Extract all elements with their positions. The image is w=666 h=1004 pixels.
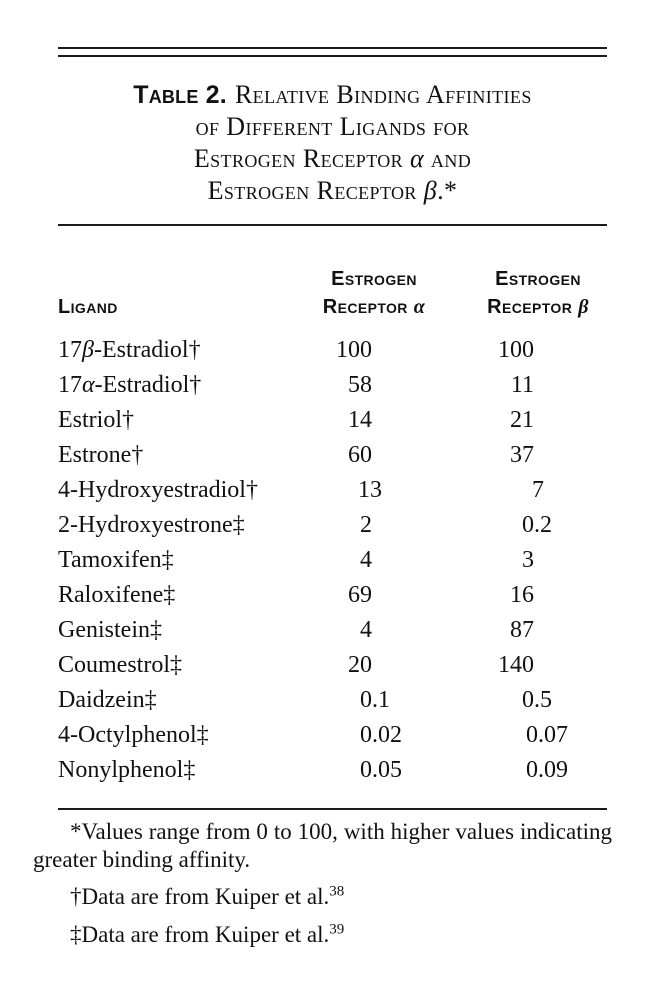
table-row [58, 613, 607, 648]
er-beta-value-cell: 140 [498, 652, 534, 678]
top-double-rule [58, 47, 607, 57]
footnote-text: †Data are from Kuiper et al. [70, 884, 330, 909]
greek-letter: β [423, 176, 438, 205]
greek-letter: α [82, 372, 95, 398]
column-header-er-beta [463, 265, 613, 321]
ligand-cell: 17α-Estradiol† [58, 372, 202, 398]
er-alpha-header-line-1: Estrogen [331, 268, 417, 290]
table-row [58, 718, 607, 753]
er-beta-value-cell: 0 .2 [522, 512, 552, 538]
er-alpha-value-cell: 0 .05 [360, 757, 402, 783]
table-row [58, 403, 607, 438]
er-beta-value-cell: 100 [498, 337, 534, 363]
table-row [58, 368, 607, 403]
table-header-row [58, 226, 607, 333]
title-line-1 [58, 79, 607, 111]
ligand-cell: Genistein‡ [58, 617, 162, 643]
title-text-3: Estrogen Receptor α and [193, 144, 472, 173]
column-header-ligand: Ligand [58, 296, 118, 318]
ligand-cell: Tamoxifen‡ [58, 547, 174, 573]
table-row [58, 578, 607, 613]
er-beta-value-cell: 21 [510, 407, 534, 433]
er-beta-value-cell: 7 [531, 477, 544, 503]
title-text-1: Relative Binding Affinities [234, 80, 532, 109]
ligand-cell: Coumestrol‡ [58, 652, 182, 678]
footnote-double-dagger [33, 921, 612, 949]
footnotes [33, 818, 612, 949]
er-alpha-value-cell: 2 [360, 512, 372, 538]
er-beta-value-cell: 87 [510, 617, 534, 643]
er-beta-value-cell: 0 .5 [522, 687, 552, 713]
er-alpha-value-cell: 69 [348, 582, 372, 608]
ligand-cell: Nonylphenol‡ [58, 757, 196, 783]
er-alpha-value-cell: 4 [360, 547, 372, 573]
er-beta-value-cell: 0 .09 [526, 757, 568, 783]
column-header-er-alpha [299, 265, 449, 321]
footnote-text: ‡Data are from Kuiper et al. [70, 922, 330, 947]
er-alpha-value-cell: 20 [348, 652, 372, 678]
er-alpha-value-cell: 0 .02 [360, 722, 402, 748]
er-alpha-value-cell: 60 [348, 442, 372, 468]
table-number-label: Table 2. [133, 81, 227, 109]
ligand-cell: Estriol† [58, 407, 134, 433]
er-beta-header-line-1: Estrogen [495, 268, 581, 290]
greek-letter: β [578, 296, 589, 318]
ligand-cell: 4-Hydroxyestradiol† [58, 477, 258, 503]
table-body [58, 333, 607, 788]
ligand-cell: 2-Hydroxyestrone‡ [58, 512, 245, 538]
er-alpha-value-cell: 4 [360, 617, 372, 643]
er-beta-value-cell: 0 .07 [526, 722, 568, 748]
ligand-cell: Estrone† [58, 442, 144, 468]
table-row [58, 438, 607, 473]
greek-letter: α [413, 296, 426, 318]
footnote-dagger [33, 883, 612, 911]
greek-letter: β [82, 337, 94, 363]
er-alpha-value-cell: 58 [348, 372, 372, 398]
ligand-cell: Daidzein‡ [58, 687, 157, 713]
bottom-rule [58, 808, 607, 810]
er-beta-value-cell: 37 [510, 442, 534, 468]
greek-letter: α [409, 144, 425, 173]
footnote-values-range [33, 818, 612, 874]
er-alpha-header-line-2: Receptor α [322, 296, 426, 318]
er-beta-value-cell: 11 [510, 372, 534, 398]
er-beta-value-cell: 16 [510, 582, 534, 608]
ligand-cell: Raloxifene‡ [58, 582, 176, 608]
table-title [58, 79, 607, 207]
footnote-reference-superscript: 38 [329, 883, 345, 900]
title-text-2: of Different Ligands for [195, 112, 470, 141]
footnote-text: *Values range from 0 to 100, with higher values indicating greater binding affinity. [33, 819, 612, 872]
ligand-cell: 17β-Estradiol† [58, 337, 201, 363]
er-beta-value-cell: 3 [522, 547, 534, 573]
table-row [58, 473, 607, 508]
er-alpha-value-cell: 100 [336, 337, 372, 363]
footnote-reference-superscript: 39 [329, 921, 345, 938]
table-row [58, 508, 607, 543]
er-alpha-value-cell: 13 [357, 477, 382, 503]
table-row [58, 543, 607, 578]
table-row [58, 683, 607, 718]
er-beta-header-line-2: Receptor β [487, 296, 589, 318]
table-row [58, 648, 607, 683]
table-row [58, 333, 607, 368]
er-alpha-value-cell: 14 [348, 407, 372, 433]
table-row [58, 753, 607, 788]
ligand-cell: 4-Octylphenol‡ [58, 722, 209, 748]
table-2 [58, 47, 607, 810]
er-alpha-value-cell: 0 .1 [360, 687, 390, 713]
title-text-4: Estrogen Receptor β.* [207, 176, 458, 205]
